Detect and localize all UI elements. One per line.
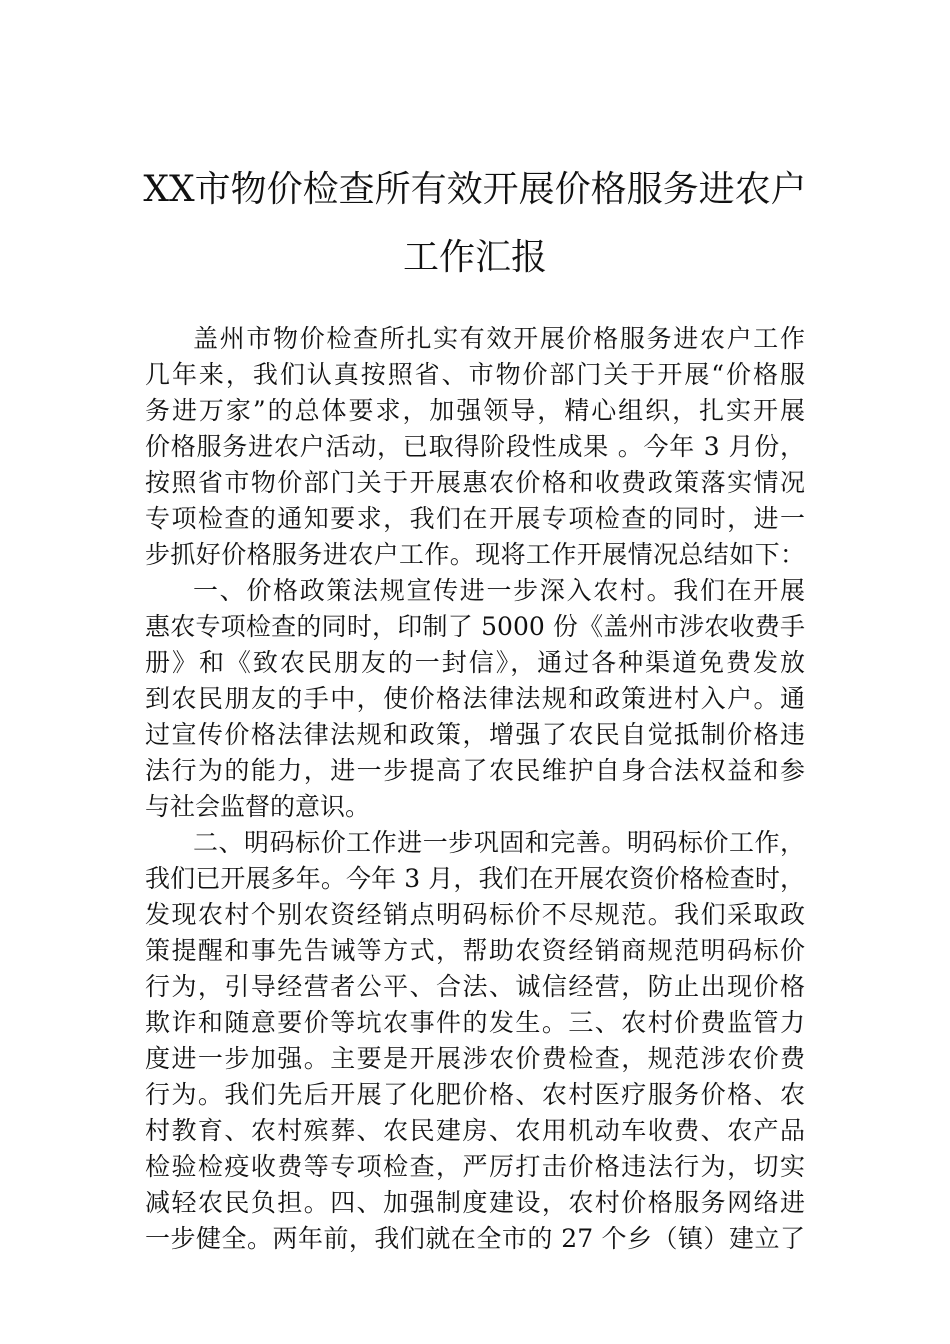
body-line: 与社会监督的意识。	[145, 792, 371, 821]
body-line: 盖州市物价检查所扎实有效开展价格服务进农户工作	[193, 324, 805, 353]
body-line: 几年来，我们认真按照省、市物价部门关于开展“价格服	[145, 360, 805, 389]
body-line: 到农民朋友的手中，使价格法律法规和政策进村入户。通	[145, 684, 805, 713]
body-line: 价格服务进农户活动，已取得阶段性成果 。今年 3 月份，	[145, 432, 805, 461]
body-line: 村教育、农村殡葬、农民建房、农用机动车收费、农产品	[145, 1116, 805, 1145]
body-line: 减轻农民负担。四、加强制度建设，农村价格服务网络进	[145, 1188, 805, 1217]
body-line: 按照省市物价部门关于开展惠农价格和收费政策落实情况	[145, 468, 805, 497]
body-line: 发现农村个别农资经销点明码标价不尽规范。我们采取政	[145, 900, 805, 929]
body-line: 一、价格政策法规宣传进一步深入农村。我们在开展	[193, 576, 805, 605]
body-line: 步抓好价格服务进农户工作。现将工作开展情况总结如下：	[145, 540, 805, 569]
body-line: 度进一步加强。主要是开展涉农价费检查，规范涉农价费	[145, 1044, 805, 1073]
body-line: 务进万家”的总体要求，加强领导，精心组织，扎实开展	[145, 396, 805, 425]
body-line: 二、明码标价工作进一步巩固和完善。明码标价工作，	[193, 828, 805, 857]
body-line: 检验检疫收费等专项检查，严厉打击价格违法行为，切实	[145, 1152, 805, 1181]
document-title-line-1: XX市物价检查所有效开展价格服务进农户	[143, 169, 807, 210]
body-line: 法行为的能力，进一步提高了农民维护自身合法权益和参	[145, 756, 805, 785]
body-line: 我们已开展多年。今年 3 月，我们在开展农资价格检查时，	[145, 864, 805, 893]
body-line: 专项检查的通知要求，我们在开展专项检查的同时，进一	[145, 504, 805, 533]
document-title-line-2: 工作汇报	[402, 237, 547, 278]
body-line: 惠农专项检查的同时，印制了 5000 份《盖州市涉农收费手	[145, 612, 805, 641]
body-line: 策提醒和事先告诫等方式，帮助农资经销商规范明码标价	[145, 936, 805, 965]
body-line: 过宣传价格法律法规和政策，增强了农民自觉抵制价格违	[145, 720, 805, 749]
body-line: 欺诈和随意要价等坑农事件的发生。三、农村价费监管力	[145, 1008, 805, 1037]
body-line: 一步健全。两年前，我们就在全市的 27 个乡（镇）建立了	[145, 1224, 805, 1253]
body-line: 册》和《致农民朋友的一封信》，通过各种渠道免费发放	[145, 648, 805, 677]
body-line: 行为，引导经营者公平、合法、诚信经营，防止出现价格	[145, 972, 805, 1001]
body-line: 行为。我们先后开展了化肥价格、农村医疗服务价格、农	[145, 1080, 805, 1109]
